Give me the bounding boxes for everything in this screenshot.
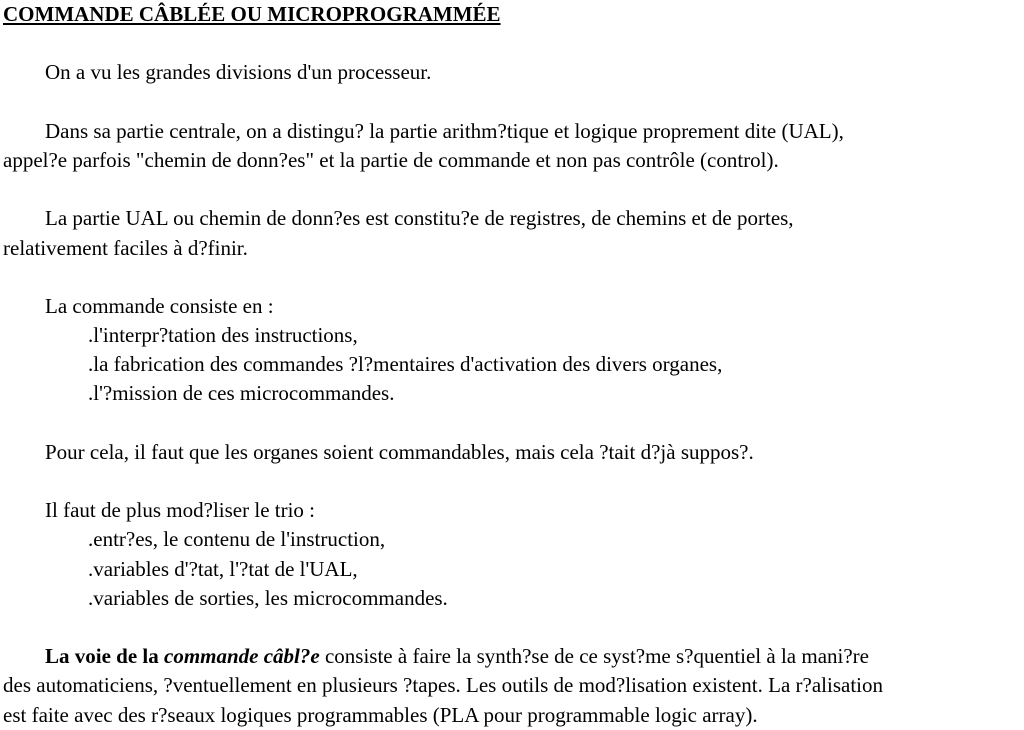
list-item: .entr?es, le contenu de l'instruction, [88, 527, 386, 552]
list-item: .la fabrication des commandes ?l?mentaires d'activation des divers organes, [88, 352, 723, 377]
list-item: .l'?mission de ces microcommandes. [88, 381, 395, 406]
paragraph-line: est faite avec des r?seaux logiques programmables (PLA pour programmable logic array). [3, 702, 758, 727]
paragraph-line: relativement faciles à d?finir. [3, 235, 248, 260]
list-item: .l'interpr?tation des instructions, [88, 323, 358, 348]
list-intro: La commande consiste en : [45, 293, 274, 318]
bold-text: La voie de la [45, 644, 164, 669]
bold-italic-text: commande câbl?e [164, 644, 320, 669]
paragraph-line: Dans sa partie centrale, on a distingu? la partie arithm?tique et logique proprement dite (UAL), [45, 118, 844, 143]
paragraph-line: La partie UAL ou chemin de donn?es est constitu?e de registres, de chemins et de portes, [45, 206, 794, 231]
list-item: .variables d'?tat, l'?tat de l'UAL, [88, 556, 358, 581]
list-item: .variables de sorties, les microcommandes. [88, 585, 448, 610]
blank-line [3, 29, 1024, 58]
list-intro: Il faut de plus mod?liser le trio : [45, 498, 316, 523]
paragraph-line: des automaticiens, ?ventuellement en plusieurs ?tapes. Les outils de mod?lisation existent. La r?alisation [3, 673, 884, 698]
paragraph-line: appel?e parfois "chemin de donn?es" et la partie de commande et non pas contrôle (control). [3, 147, 779, 172]
paragraph: On a vu les grandes divisions d'un processeur. [45, 60, 432, 85]
page-title: COMMANDE CÂBLÉE OU MICROPROGRAMMÉE [3, 2, 501, 26]
text: consiste à faire la synth?se de ce syst?me s?quentiel à la mani?re [319, 644, 869, 669]
paragraph-line [3, 642, 1024, 671]
paragraph: Pour cela, il faut que les organes soient commandables, mais cela ?tait d?jà suppos?. [45, 439, 754, 464]
